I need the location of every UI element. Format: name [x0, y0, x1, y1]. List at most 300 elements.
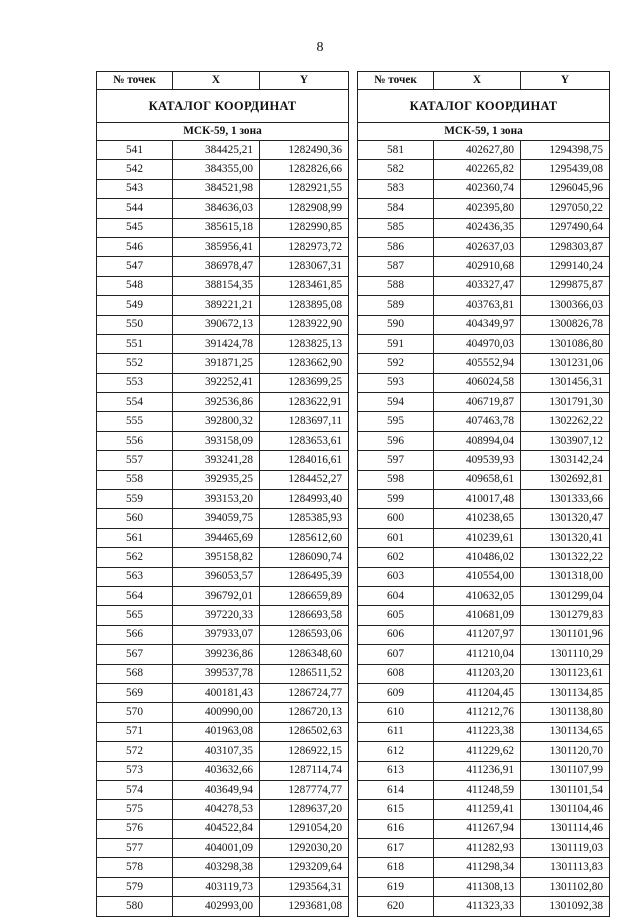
x-coordinate-cell: 411323,33	[434, 897, 521, 916]
point-number-cell: 612	[358, 742, 434, 761]
x-coordinate-cell: 410681,09	[434, 606, 521, 625]
table-row	[358, 645, 610, 664]
point-number-cell: 601	[358, 528, 434, 547]
x-coordinate-cell: 402265,82	[434, 160, 521, 179]
point-number-cell: 545	[97, 218, 173, 237]
y-coordinate-cell: 1286693,58	[260, 606, 349, 625]
y-coordinate-cell: 1301134,65	[521, 722, 610, 741]
point-number-cell: 569	[97, 683, 173, 702]
y-coordinate-cell: 1302262,22	[521, 412, 610, 431]
y-coordinate-cell: 1301110,29	[521, 645, 610, 664]
point-number-cell: 556	[97, 431, 173, 450]
point-number-cell: 568	[97, 664, 173, 683]
table-row	[97, 393, 349, 412]
x-coordinate-cell: 411282,93	[434, 839, 521, 858]
point-number-cell: 561	[97, 528, 173, 547]
table-row	[97, 761, 349, 780]
table-row	[358, 761, 610, 780]
y-coordinate-cell: 1289637,20	[260, 800, 349, 819]
catalog-title: КАТАЛОГ КООРДИНАТ	[97, 90, 349, 123]
table-row	[358, 257, 610, 276]
table-row	[97, 897, 349, 916]
table-row	[97, 373, 349, 392]
point-number-cell: 551	[97, 334, 173, 353]
table-row	[358, 334, 610, 353]
x-coordinate-cell: 411204,45	[434, 683, 521, 702]
x-coordinate-cell: 397220,33	[173, 606, 260, 625]
y-coordinate-cell: 1301299,04	[521, 586, 610, 605]
x-coordinate-cell: 396792,01	[173, 586, 260, 605]
x-coordinate-cell: 384521,98	[173, 179, 260, 198]
y-coordinate-cell: 1301101,96	[521, 625, 610, 644]
point-number-cell: 554	[97, 393, 173, 412]
x-coordinate-cell: 402436,35	[434, 218, 521, 237]
x-coordinate-cell: 409539,93	[434, 451, 521, 470]
y-coordinate-cell: 1286348,60	[260, 645, 349, 664]
point-number-cell: 543	[97, 179, 173, 198]
y-coordinate-cell: 1301134,85	[521, 683, 610, 702]
point-number-cell: 553	[97, 373, 173, 392]
x-coordinate-cell: 402637,03	[434, 237, 521, 256]
table-row	[97, 548, 349, 567]
point-number-cell: 577	[97, 839, 173, 858]
x-coordinate-cell: 403107,35	[173, 742, 260, 761]
table-row	[97, 237, 349, 256]
table-row	[358, 780, 610, 799]
table-row	[97, 218, 349, 237]
x-coordinate-cell: 391424,78	[173, 334, 260, 353]
table-row	[97, 567, 349, 586]
x-coordinate-cell: 388154,35	[173, 276, 260, 295]
coordinate-catalog-table-right	[357, 71, 610, 917]
y-coordinate-cell: 1302692,81	[521, 470, 610, 489]
x-coordinate-cell: 411212,76	[434, 703, 521, 722]
x-coordinate-cell: 410239,61	[434, 528, 521, 547]
y-coordinate-cell: 1292030,20	[260, 839, 349, 858]
point-number-cell: 555	[97, 412, 173, 431]
y-coordinate-cell: 1298303,87	[521, 237, 610, 256]
table-row	[358, 393, 610, 412]
y-coordinate-cell: 1301120,70	[521, 742, 610, 761]
y-coordinate-cell: 1286720,13	[260, 703, 349, 722]
y-coordinate-cell: 1293681,08	[260, 897, 349, 916]
table-row	[358, 237, 610, 256]
point-number-cell: 605	[358, 606, 434, 625]
table-row	[97, 257, 349, 276]
y-coordinate-cell: 1286724,77	[260, 683, 349, 702]
y-coordinate-cell: 1297050,22	[521, 199, 610, 218]
column-header-point-number: № точек	[358, 72, 434, 90]
column-header-x: X	[173, 72, 260, 90]
y-coordinate-cell: 1282921,55	[260, 179, 349, 198]
catalog-title: КАТАЛОГ КООРДИНАТ	[358, 90, 610, 123]
point-number-cell: 594	[358, 393, 434, 412]
x-coordinate-cell: 393241,28	[173, 451, 260, 470]
table-row	[358, 683, 610, 702]
point-number-cell: 544	[97, 199, 173, 218]
x-coordinate-cell: 384355,00	[173, 160, 260, 179]
point-number-cell: 583	[358, 179, 434, 198]
table-row	[358, 354, 610, 373]
y-coordinate-cell: 1299875,87	[521, 276, 610, 295]
y-coordinate-cell: 1293564,31	[260, 877, 349, 896]
x-coordinate-cell: 402360,74	[434, 179, 521, 198]
table-row	[97, 877, 349, 896]
x-coordinate-cell: 411229,62	[434, 742, 521, 761]
point-number-cell: 593	[358, 373, 434, 392]
point-number-cell: 608	[358, 664, 434, 683]
x-coordinate-cell: 384425,21	[173, 141, 260, 160]
x-coordinate-cell: 392252,41	[173, 373, 260, 392]
point-number-cell: 597	[358, 451, 434, 470]
table-row	[358, 877, 610, 896]
table-row	[358, 490, 610, 509]
point-number-cell: 565	[97, 606, 173, 625]
table-row	[97, 645, 349, 664]
x-coordinate-cell: 411267,94	[434, 819, 521, 838]
y-coordinate-cell: 1283067,31	[260, 257, 349, 276]
x-coordinate-cell: 410017,48	[434, 490, 521, 509]
table-row	[358, 451, 610, 470]
y-coordinate-cell: 1300366,03	[521, 296, 610, 315]
x-coordinate-cell: 394059,75	[173, 509, 260, 528]
point-number-cell: 567	[97, 645, 173, 664]
y-coordinate-cell: 1299140,24	[521, 257, 610, 276]
x-coordinate-cell: 385956,41	[173, 237, 260, 256]
x-coordinate-cell: 390672,13	[173, 315, 260, 334]
point-number-cell: 603	[358, 567, 434, 586]
y-coordinate-cell: 1303907,12	[521, 431, 610, 450]
x-coordinate-cell: 392800,32	[173, 412, 260, 431]
y-coordinate-cell: 1283461,85	[260, 276, 349, 295]
point-number-cell: 592	[358, 354, 434, 373]
point-number-cell: 564	[97, 586, 173, 605]
table-row	[97, 625, 349, 644]
table-row	[358, 742, 610, 761]
x-coordinate-cell: 391871,25	[173, 354, 260, 373]
table-row	[97, 179, 349, 198]
y-coordinate-cell: 1285612,60	[260, 528, 349, 547]
x-coordinate-cell: 411298,34	[434, 858, 521, 877]
table-row	[358, 141, 610, 160]
x-coordinate-cell: 411207,97	[434, 625, 521, 644]
table-row	[97, 160, 349, 179]
table-row	[97, 490, 349, 509]
x-coordinate-cell: 406719,87	[434, 393, 521, 412]
point-number-cell: 548	[97, 276, 173, 295]
y-coordinate-cell: 1283622,91	[260, 393, 349, 412]
table-row	[97, 664, 349, 683]
x-coordinate-cell: 408994,04	[434, 431, 521, 450]
column-header-y: Y	[521, 72, 610, 90]
table-row	[358, 819, 610, 838]
point-number-cell: 615	[358, 800, 434, 819]
point-number-cell: 590	[358, 315, 434, 334]
y-coordinate-cell: 1286593,06	[260, 625, 349, 644]
point-number-cell: 619	[358, 877, 434, 896]
x-coordinate-cell: 403632,66	[173, 761, 260, 780]
x-coordinate-cell: 384636,03	[173, 199, 260, 218]
point-number-cell: 560	[97, 509, 173, 528]
point-number-cell: 542	[97, 160, 173, 179]
table-row	[358, 315, 610, 334]
point-number-cell: 602	[358, 548, 434, 567]
y-coordinate-cell: 1286090,74	[260, 548, 349, 567]
point-number-cell: 581	[358, 141, 434, 160]
x-coordinate-cell: 410238,65	[434, 509, 521, 528]
point-number-cell: 578	[97, 858, 173, 877]
point-number-cell: 604	[358, 586, 434, 605]
column-header-x: X	[434, 72, 521, 90]
table-row	[358, 586, 610, 605]
x-coordinate-cell: 410486,02	[434, 548, 521, 567]
point-number-cell: 550	[97, 315, 173, 334]
x-coordinate-cell: 403298,38	[173, 858, 260, 877]
y-coordinate-cell: 1287114,74	[260, 761, 349, 780]
table-row	[97, 839, 349, 858]
point-number-cell: 557	[97, 451, 173, 470]
point-number-cell: 547	[97, 257, 173, 276]
y-coordinate-cell: 1293209,64	[260, 858, 349, 877]
table-row	[358, 276, 610, 295]
y-coordinate-cell: 1296045,96	[521, 179, 610, 198]
x-coordinate-cell: 402993,00	[173, 897, 260, 916]
point-number-cell: 588	[358, 276, 434, 295]
point-number-cell: 617	[358, 839, 434, 858]
point-number-cell: 566	[97, 625, 173, 644]
y-coordinate-cell: 1301279,83	[521, 606, 610, 625]
table-row	[97, 354, 349, 373]
x-coordinate-cell: 404970,03	[434, 334, 521, 353]
table-row	[97, 528, 349, 547]
point-number-cell: 549	[97, 296, 173, 315]
point-number-cell: 607	[358, 645, 434, 664]
point-number-cell: 579	[97, 877, 173, 896]
point-number-cell: 580	[97, 897, 173, 916]
table-row	[358, 431, 610, 450]
x-coordinate-cell: 410554,00	[434, 567, 521, 586]
table-row	[97, 722, 349, 741]
y-coordinate-cell: 1283895,08	[260, 296, 349, 315]
x-coordinate-cell: 404349,97	[434, 315, 521, 334]
point-number-cell: 584	[358, 199, 434, 218]
x-coordinate-cell: 410632,05	[434, 586, 521, 605]
x-coordinate-cell: 389221,21	[173, 296, 260, 315]
y-coordinate-cell: 1301333,66	[521, 490, 610, 509]
table-row	[97, 334, 349, 353]
point-number-cell: 616	[358, 819, 434, 838]
point-number-cell: 598	[358, 470, 434, 489]
table-row	[97, 742, 349, 761]
x-coordinate-cell: 392536,86	[173, 393, 260, 412]
point-number-cell: 613	[358, 761, 434, 780]
x-coordinate-cell: 404522,84	[173, 819, 260, 838]
y-coordinate-cell: 1291054,20	[260, 819, 349, 838]
table-row	[97, 470, 349, 489]
y-coordinate-cell: 1282490,36	[260, 141, 349, 160]
coordinate-system: МСК-59, 1 зона	[97, 123, 349, 141]
table-row	[97, 296, 349, 315]
y-coordinate-cell: 1285385,93	[260, 509, 349, 528]
table-row	[358, 160, 610, 179]
table-row	[97, 412, 349, 431]
x-coordinate-cell: 411203,20	[434, 664, 521, 683]
point-number-cell: 558	[97, 470, 173, 489]
point-number-cell: 563	[97, 567, 173, 586]
point-number-cell: 620	[358, 897, 434, 916]
y-coordinate-cell: 1301104,46	[521, 800, 610, 819]
coordinate-system: МСК-59, 1 зона	[358, 123, 610, 141]
table-row	[97, 276, 349, 295]
x-coordinate-cell: 411223,38	[434, 722, 521, 741]
point-number-cell: 586	[358, 237, 434, 256]
table-row	[97, 315, 349, 334]
point-number-cell: 572	[97, 742, 173, 761]
y-coordinate-cell: 1301318,00	[521, 567, 610, 586]
table-row	[358, 199, 610, 218]
table-row	[358, 858, 610, 877]
y-coordinate-cell: 1301456,31	[521, 373, 610, 392]
x-coordinate-cell: 393158,09	[173, 431, 260, 450]
x-coordinate-cell: 403327,47	[434, 276, 521, 295]
y-coordinate-cell: 1283922,90	[260, 315, 349, 334]
y-coordinate-cell: 1283699,25	[260, 373, 349, 392]
point-number-cell: 573	[97, 761, 173, 780]
point-number-cell: 606	[358, 625, 434, 644]
x-coordinate-cell: 401963,08	[173, 722, 260, 741]
x-coordinate-cell: 402627,80	[434, 141, 521, 160]
table-row	[358, 567, 610, 586]
table-row	[358, 528, 610, 547]
column-header-point-number: № точек	[97, 72, 173, 90]
table-row	[358, 179, 610, 198]
y-coordinate-cell: 1295439,08	[521, 160, 610, 179]
y-coordinate-cell: 1301114,46	[521, 819, 610, 838]
point-number-cell: 599	[358, 490, 434, 509]
table-row	[97, 431, 349, 450]
table-row	[97, 703, 349, 722]
table-row	[358, 800, 610, 819]
point-number-cell: 587	[358, 257, 434, 276]
y-coordinate-cell: 1283662,90	[260, 354, 349, 373]
x-coordinate-cell: 397933,07	[173, 625, 260, 644]
table-row	[358, 722, 610, 741]
x-coordinate-cell: 394465,69	[173, 528, 260, 547]
y-coordinate-cell: 1301231,06	[521, 354, 610, 373]
y-coordinate-cell: 1301320,41	[521, 528, 610, 547]
x-coordinate-cell: 405552,94	[434, 354, 521, 373]
x-coordinate-cell: 400990,00	[173, 703, 260, 722]
table-row	[358, 897, 610, 916]
table-row	[97, 800, 349, 819]
point-number-cell: 571	[97, 722, 173, 741]
point-number-cell: 618	[358, 858, 434, 877]
point-number-cell: 574	[97, 780, 173, 799]
table-row	[358, 373, 610, 392]
y-coordinate-cell: 1301123,61	[521, 664, 610, 683]
table-row	[97, 586, 349, 605]
point-number-cell: 591	[358, 334, 434, 353]
point-number-cell: 595	[358, 412, 434, 431]
table-row	[358, 606, 610, 625]
y-coordinate-cell: 1284452,27	[260, 470, 349, 489]
point-number-cell: 562	[97, 548, 173, 567]
y-coordinate-cell: 1301320,47	[521, 509, 610, 528]
x-coordinate-cell: 404001,09	[173, 839, 260, 858]
point-number-cell: 611	[358, 722, 434, 741]
x-coordinate-cell: 400181,43	[173, 683, 260, 702]
table-row	[358, 839, 610, 858]
table-row	[97, 141, 349, 160]
y-coordinate-cell: 1301107,99	[521, 761, 610, 780]
table-row	[358, 625, 610, 644]
table-row	[358, 218, 610, 237]
y-coordinate-cell: 1301092,38	[521, 897, 610, 916]
y-coordinate-cell: 1301113,83	[521, 858, 610, 877]
point-number-cell: 576	[97, 819, 173, 838]
page-number: 8	[316, 40, 324, 55]
table-row	[97, 858, 349, 877]
y-coordinate-cell: 1282908,99	[260, 199, 349, 218]
table-row	[358, 509, 610, 528]
x-coordinate-cell: 411210,04	[434, 645, 521, 664]
y-coordinate-cell: 1284016,61	[260, 451, 349, 470]
x-coordinate-cell: 411248,59	[434, 780, 521, 799]
column-header-y: Y	[260, 72, 349, 90]
x-coordinate-cell: 386978,47	[173, 257, 260, 276]
point-number-cell: 589	[358, 296, 434, 315]
table-row	[97, 199, 349, 218]
point-number-cell: 570	[97, 703, 173, 722]
table-row	[97, 451, 349, 470]
table-row	[358, 470, 610, 489]
x-coordinate-cell: 403119,73	[173, 877, 260, 896]
y-coordinate-cell: 1301138,80	[521, 703, 610, 722]
point-number-cell: 614	[358, 780, 434, 799]
y-coordinate-cell: 1283697,11	[260, 412, 349, 431]
table-row	[97, 683, 349, 702]
x-coordinate-cell: 411236,91	[434, 761, 521, 780]
point-number-cell: 582	[358, 160, 434, 179]
y-coordinate-cell: 1294398,75	[521, 141, 610, 160]
y-coordinate-cell: 1284993,40	[260, 490, 349, 509]
x-coordinate-cell: 399236,86	[173, 645, 260, 664]
x-coordinate-cell: 385615,18	[173, 218, 260, 237]
table-row	[97, 780, 349, 799]
y-coordinate-cell: 1301086,80	[521, 334, 610, 353]
point-number-cell: 575	[97, 800, 173, 819]
point-number-cell: 600	[358, 509, 434, 528]
table-row	[358, 703, 610, 722]
y-coordinate-cell: 1282990,85	[260, 218, 349, 237]
x-coordinate-cell: 402910,68	[434, 257, 521, 276]
y-coordinate-cell: 1301102,80	[521, 877, 610, 896]
x-coordinate-cell: 393153,20	[173, 490, 260, 509]
x-coordinate-cell: 409658,61	[434, 470, 521, 489]
y-coordinate-cell: 1286502,63	[260, 722, 349, 741]
x-coordinate-cell: 392935,25	[173, 470, 260, 489]
y-coordinate-cell: 1301119,03	[521, 839, 610, 858]
table-row	[358, 412, 610, 431]
point-number-cell: 552	[97, 354, 173, 373]
table-row	[97, 509, 349, 528]
point-number-cell: 559	[97, 490, 173, 509]
table-row	[97, 819, 349, 838]
point-number-cell: 609	[358, 683, 434, 702]
y-coordinate-cell: 1286511,52	[260, 664, 349, 683]
point-number-cell: 585	[358, 218, 434, 237]
x-coordinate-cell: 395158,82	[173, 548, 260, 567]
